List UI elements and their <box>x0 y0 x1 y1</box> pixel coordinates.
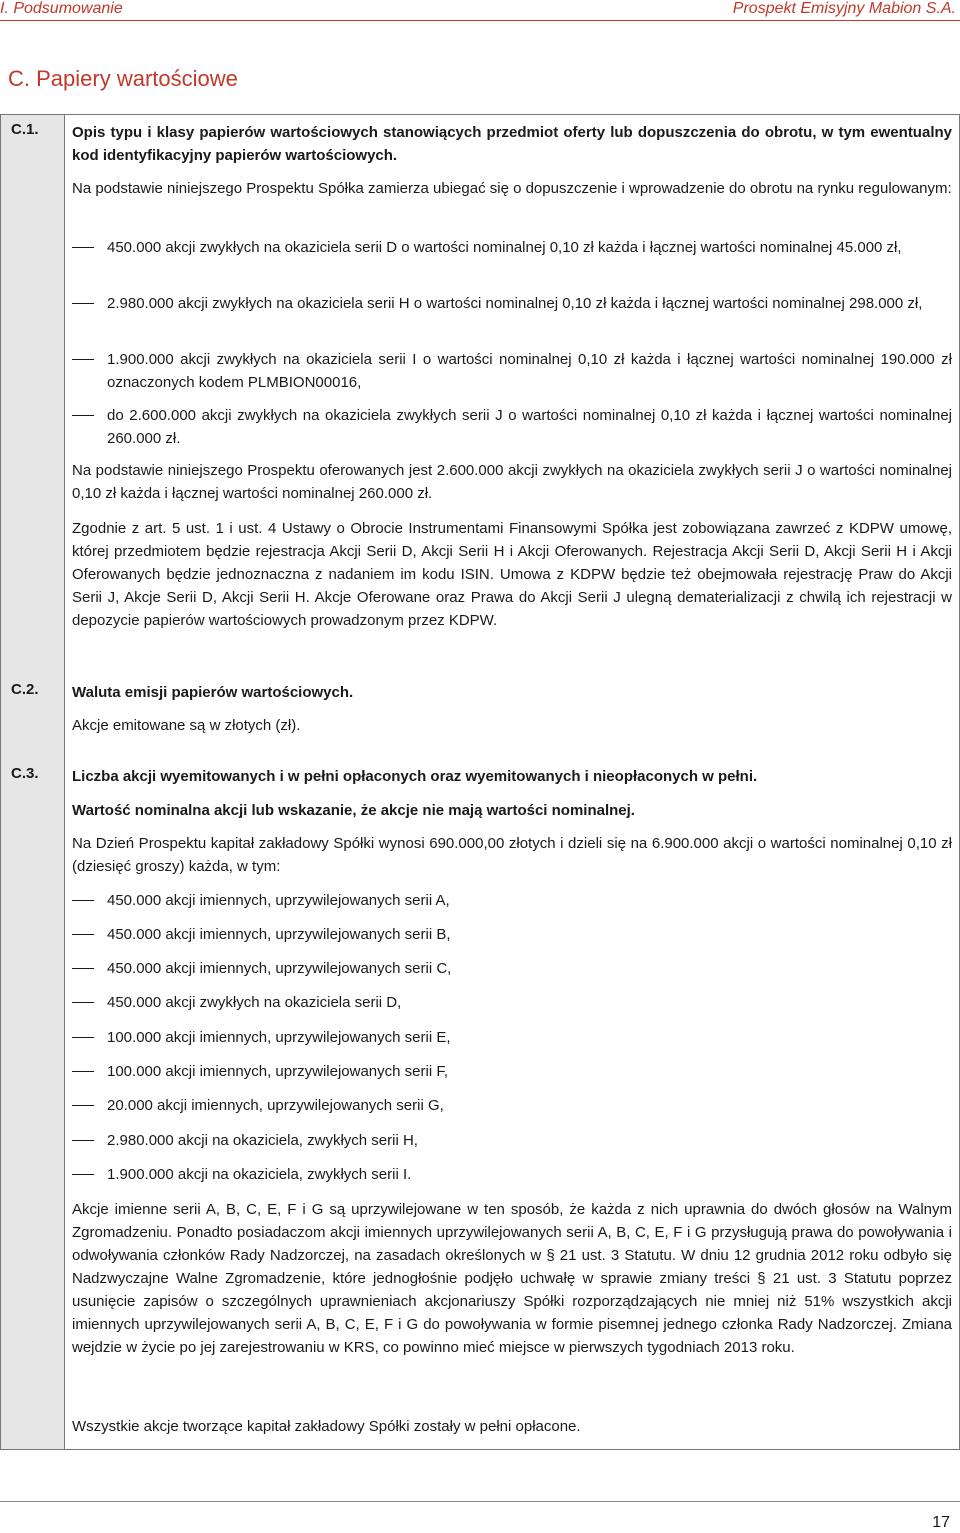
footer-divider <box>0 1501 960 1502</box>
dash-icon <box>72 1037 94 1038</box>
dash-icon <box>72 1140 94 1141</box>
c3-heading: Liczba akcji wyemitowanych i w pełni opłaconych oraz wyemitowanych i nieopłaconych w pełni. <box>72 768 758 785</box>
code-c2: C.2. <box>11 681 39 698</box>
list-item-text: 1.900.000 akcji zwykłych na okaziciela serii I o wartości nominalnej 0,10 zł każda i łącznej wartości nominalnej 190.000 zł oznaczonych kodem PLMBION00016, <box>107 351 952 391</box>
dash-icon <box>72 415 94 416</box>
dash-icon <box>72 968 94 969</box>
list-item-text: 450.000 akcji imiennych, uprzywilejowanych serii B, <box>107 926 451 943</box>
c1-intro: Na podstawie niniejszego Prospektu Spółka zamierza ubiegać się o dopuszczenie i wprowadzenie do obrotu na rynku regulowanym: <box>72 180 952 197</box>
dash-icon <box>72 1105 94 1106</box>
dash-icon <box>72 934 94 935</box>
code-column <box>1 115 65 1449</box>
code-c3: C.3. <box>11 765 39 782</box>
list-item-text: 450.000 akcji zwykłych na okaziciela serii D, <box>107 994 402 1011</box>
c3-privilege-text: Akcje imienne serii A, B, C, E, F i G są uprzywilejowane w ten sposób, że każda z nich uprawnia do dwóch głosów na Walnym Zgromadzeniu. Ponadto posiadaczom akcji imiennych uprzywilejowanych serii A, B, C, E, F i G przysługują prawa do powoływania i odwoływania członków Rady Nadzorczej, na zasadach określonych w § 21 ust. 3 Statutu. W dniu 12 grudnia 2012 roku odbyło się Nadzwyczajne Walne Zgromadzenie, które jednogłośnie podjęło uchwałę w sprawie zmiany treści § 21 ust. 3 Statutu poprzez usunięcie zapisów o szczególnych uprawnieniach akcjonariuszy Spółki rozporządzających nie mniej niż 51% wszystkich akcji imiennych uprzywilejowanych serii A, B, C, E, F i G do powoływania w formie pisemnej jednego członka Rady Nadzorczej. Zmiana wejdzie w życie po jej zarejestrowaniu w KRS, co powinno mieć miejsce w pierwszych tygodniach 2013 roku. <box>72 1201 952 1356</box>
c3-paid-text: Wszystkie akcje tworzące kapitał zakładowy Spółki zostały w pełni opłacone. <box>72 1418 581 1435</box>
list-item-text: 450.000 akcji imiennych, uprzywilejowanych serii A, <box>107 892 450 909</box>
code-c1: C.1. <box>11 121 39 138</box>
dash-icon <box>72 247 94 248</box>
dash-icon <box>72 1071 94 1072</box>
dash-icon <box>72 303 94 304</box>
list-item-text: 450.000 akcji imiennych, uprzywilejowanych serii C, <box>107 960 452 977</box>
content-table <box>0 114 960 1450</box>
list-item-text: 100.000 akcji imiennych, uprzywilejowanych serii F, <box>107 1063 448 1080</box>
list-item-text: 20.000 akcji imiennych, uprzywilejowanych serii G, <box>107 1097 444 1114</box>
list-item-text: 2.980.000 akcji zwykłych na okaziciela serii H o wartości nominalnej 0,10 zł każda i łącznej wartości nominalnej 298.000 zł, <box>107 295 923 312</box>
c1-heading: Opis typu i klasy papierów wartościowych stanowiących przedmiot oferty lub dopuszczenia do obrotu, w tym ewentualny kod identyfikacyjny papierów wartościowych. <box>72 124 952 164</box>
c3-subheading: Wartość nominalna akcji lub wskazanie, że akcje nie mają wartości nominalnej. <box>72 802 635 819</box>
c1-offer-text: Na podstawie niniejszego Prospektu oferowanych jest 2.600.000 akcji zwykłych na okaziciela zwykłych serii J o wartości nominalnej 0,10 zł każda i łącznej wartości nominalnej 260.000 zł. <box>72 462 952 502</box>
dash-icon <box>72 900 94 901</box>
c2-text: Akcje emitowane są w złotych (zł). <box>72 717 301 734</box>
page-number: 17 <box>932 1514 950 1531</box>
c3-intro: Na Dzień Prospektu kapitał zakładowy Spółki wynosi 690.000,00 złotych i dzieli się na 6.900.000 akcji o wartości nominalnej 0,10 zł (dziesięć groszy) każda, w tym: <box>72 835 952 875</box>
dash-icon <box>72 359 94 360</box>
header-chapter: I. Podsumowanie <box>0 0 123 17</box>
header-document-title: Prospekt Emisyjny Mabion S.A. <box>732 0 956 17</box>
list-item-text: 1.900.000 akcji na okaziciela, zwykłych serii I. <box>107 1166 412 1183</box>
section-title: C. Papiery wartościowe <box>8 66 238 91</box>
list-item-text: 2.980.000 akcji na okaziciela, zwykłych serii H, <box>107 1132 418 1149</box>
list-item-text: 450.000 akcji zwykłych na okaziciela serii D o wartości nominalnej 0,10 zł każda i łącznej wartości nominalnej 45.000 zł, <box>107 239 902 256</box>
dash-icon <box>72 1174 94 1175</box>
page-header <box>0 0 960 21</box>
list-item-text: 100.000 akcji imiennych, uprzywilejowanych serii E, <box>107 1029 451 1046</box>
dash-icon <box>72 1002 94 1003</box>
list-item-text: do 2.600.000 akcji zwykłych na okaziciela zwykłych serii J o wartości nominalnej 0,10 zł każda i łącznej wartości nominalnej 260.000 zł. <box>107 407 952 447</box>
c2-heading: Waluta emisji papierów wartościowych. <box>72 684 354 701</box>
c1-kdpw-text: Zgodnie z art. 5 ust. 1 i ust. 4 Ustawy o Obrocie Instrumentami Finansowymi Spółka jest zobowiązana zawrzeć z KDPW umowę, której przedmiotem będzie rejestracja Akcji Serii D, Akcji Serii H i Akcji Oferowanych. Rejestracja Akcji Serii D, Akcji Serii H i Akcji Oferowanych będzie jednoznaczna z nadaniem im kodu ISIN. Umowa z KDPW będzie też obejmowała rejestrację Praw do Akcji Serii J, Akcje Serii D, Akcji Serii H. Akcje Oferowane oraz Prawa do Akcji Serii J ulegną dematerializacji z chwilą ich rejestracji w depozycie papierów wartościowych prowadzonym przez KDPW. <box>72 520 952 629</box>
